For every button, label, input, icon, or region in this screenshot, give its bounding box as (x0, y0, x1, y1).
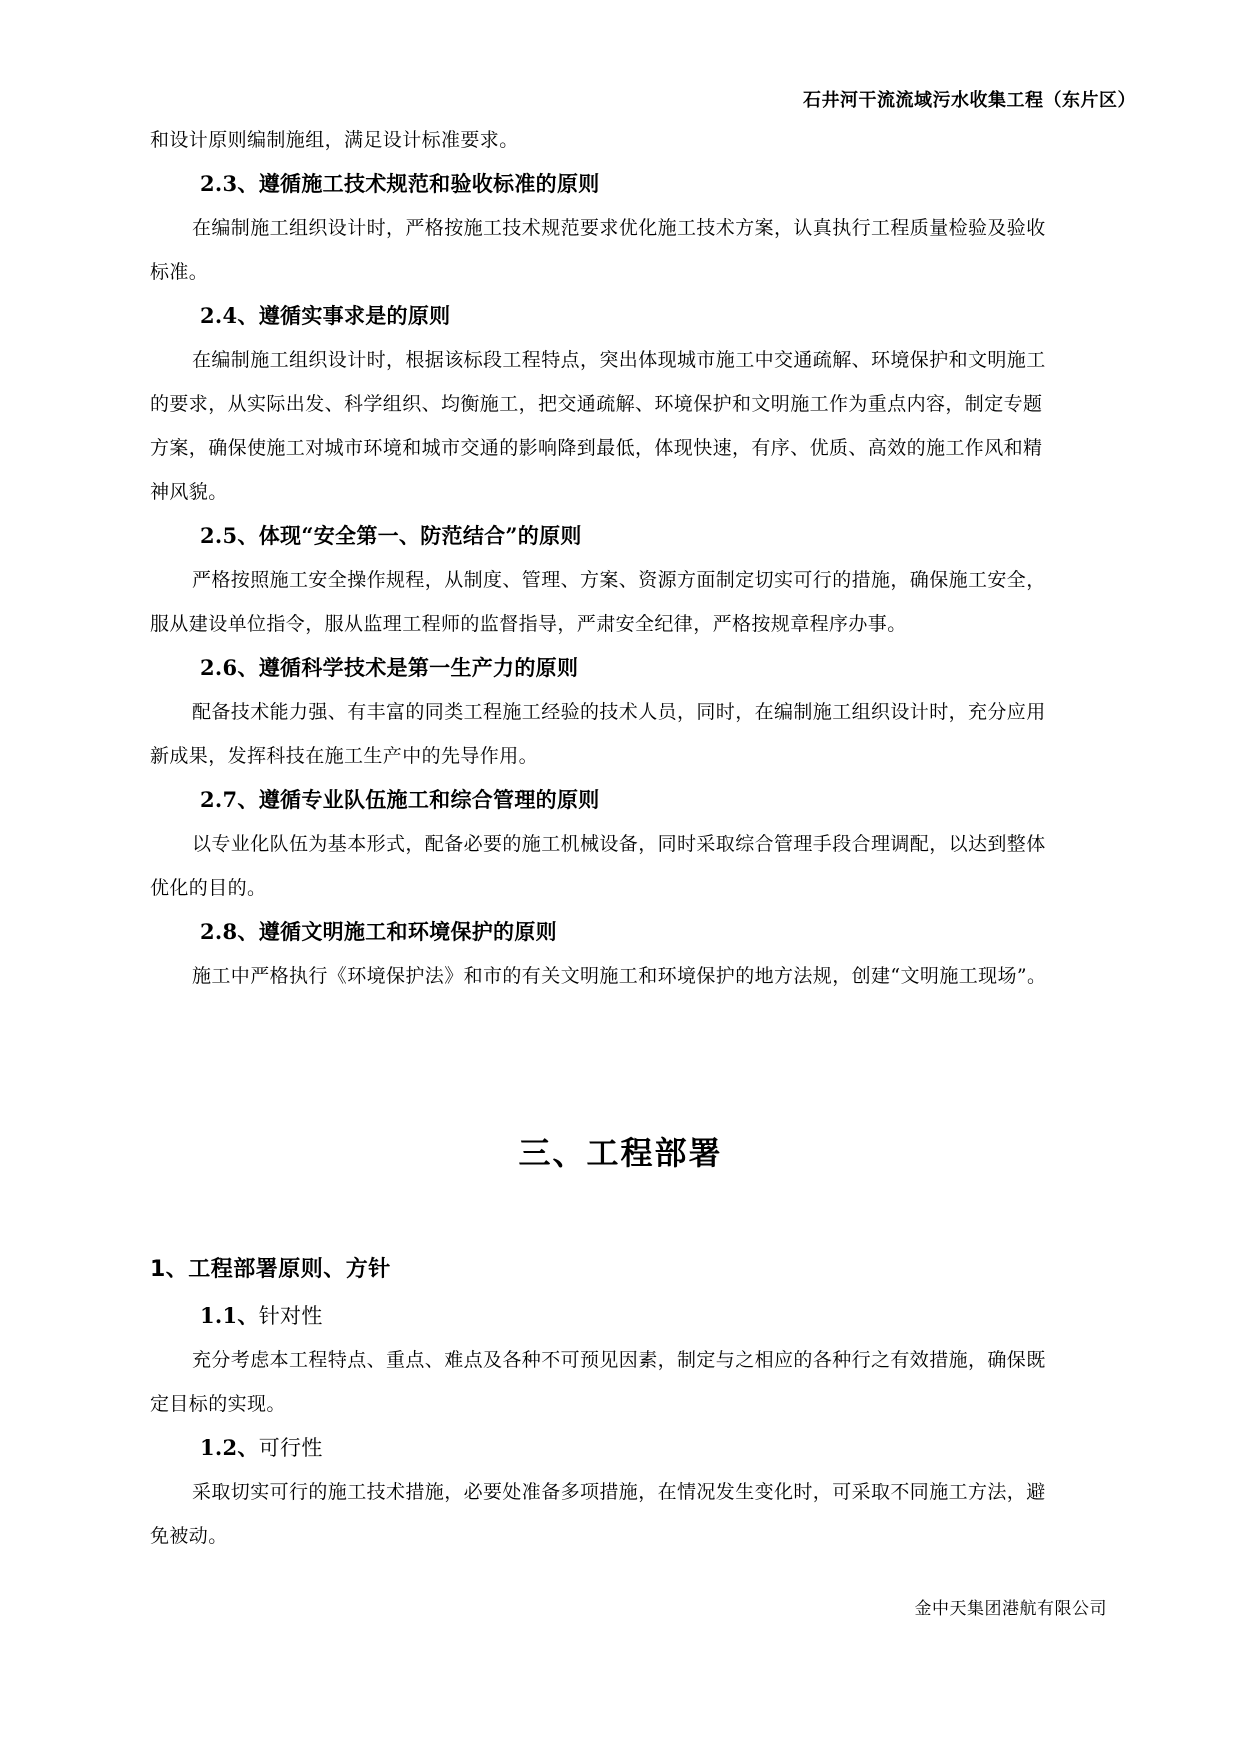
subsection-number: 2.4、 (200, 303, 259, 328)
paragraph-line: 充分考虑本工程特点、重点、难点及各种不可预见因素，制定与之相应的各种行之有效措施，确保既 (192, 1349, 1046, 1371)
paragraph-line: 优化的目的。 (150, 877, 267, 899)
subsection-heading-1-1 (150, 1294, 1144, 1338)
subsection-heading-2-8 (150, 910, 1144, 954)
subsection-title: 体现“安全第一、防范结合”的原则 (258, 523, 582, 548)
subsection-heading-2-3 (150, 162, 1144, 206)
paragraph-line: 的要求，从实际出发、科学组织、均衡施工，把交通疏解、环境保护和文明施工作为重点内容，制定专题 (150, 393, 1043, 415)
subsection-title: 可行性 (258, 1436, 323, 1460)
paragraph-line: 配备技术能力强、有丰富的同类工程施工经验的技术人员，同时，在编制施工组织设计时，充分应用 (192, 701, 1046, 723)
subsection-number: 2.6、 (200, 655, 259, 680)
subsection-number: 1.2、 (200, 1435, 259, 1460)
document-footer: 金中天集团港航有限公司 (914, 1599, 1107, 1619)
subsection-title: 遵循文明施工和环境保护的原则 (258, 919, 557, 944)
paragraph-line: 严格按照施工安全操作规程，从制度、管理、方案、资源方面制定切实可行的措施，确保施工安全， (192, 569, 1046, 591)
subsection-title: 遵循实事求是的原则 (258, 303, 451, 328)
paragraph-line: 施工中严格执行《环境保护法》和市的有关文明施工和环境保护的地方法规，创建“文明施工现场”。 (192, 965, 1047, 987)
paragraph-line: 神风貌。 (150, 481, 228, 503)
paragraph-line: 在编制施工组织设计时，严格按施工技术规范要求优化施工技术方案，认真执行工程质量检验及验收 (192, 217, 1046, 239)
paragraph-line: 在编制施工组织设计时，根据该标段工程特点，突出体现城市施工中交通疏解、环境保护和文明施工 (192, 349, 1046, 371)
paragraph-line: 免被动。 (150, 1525, 228, 1547)
paragraph-line: 服从建设单位指令，服从监理工程师的监督指导，严肃安全纪律，严格按规章程序办事。 (150, 613, 907, 635)
paragraph-line: 新成果，发挥科技在施工生产中的先导作用。 (150, 745, 539, 767)
subsection-number: 2.5、 (200, 523, 259, 548)
subsection-title: 针对性 (258, 1304, 323, 1328)
subsection-heading-2-4 (150, 294, 1144, 338)
paragraph-continuation: 和设计原则编制施组，满足设计标准要求。 (150, 129, 519, 151)
subsection-number: 2.8、 (200, 919, 259, 944)
subsection-heading-1-2 (150, 1426, 1144, 1470)
section-2-content (150, 118, 1144, 998)
subsection-title: 遵循科学技术是第一生产力的原则 (258, 655, 579, 680)
subsection-title: 遵循专业队伍施工和综合管理的原则 (258, 787, 600, 812)
paragraph-line: 定目标的实现。 (150, 1393, 286, 1415)
paragraph-line: 标准。 (150, 261, 209, 283)
subsection-number: 2.7、 (200, 787, 259, 812)
subsection-number: 1.1、 (200, 1303, 259, 1328)
subsection-heading-2-5 (150, 514, 1144, 558)
subsection-title: 遵循施工技术规范和验收标准的原则 (258, 171, 600, 196)
subsection-number: 2.3、 (200, 171, 259, 196)
section-3-1-content (150, 1294, 1144, 1558)
paragraph-line: 采取切实可行的施工技术措施，必要处准备多项措施，在情况发生变化时，可采取不同施工方法，避 (192, 1481, 1046, 1503)
section-heading: 1、工程部署原则、方针 (150, 1257, 391, 1282)
subsection-heading-2-6 (150, 646, 1144, 690)
paragraph-line: 方案，确保使施工对城市环境和城市交通的影响降到最低，体现快速，有序、优质、高效的施工作风和精 (150, 437, 1043, 459)
paragraph-line: 以专业化队伍为基本形式，配备必要的施工机械设备，同时采取综合管理手段合理调配，以达到整体 (192, 833, 1046, 855)
document-header: 石井河干流流域污水收集工程（东片区） (803, 90, 1136, 111)
chapter-title: 三、工程部署 (518, 1134, 723, 1172)
subsection-heading-2-7 (150, 778, 1144, 822)
